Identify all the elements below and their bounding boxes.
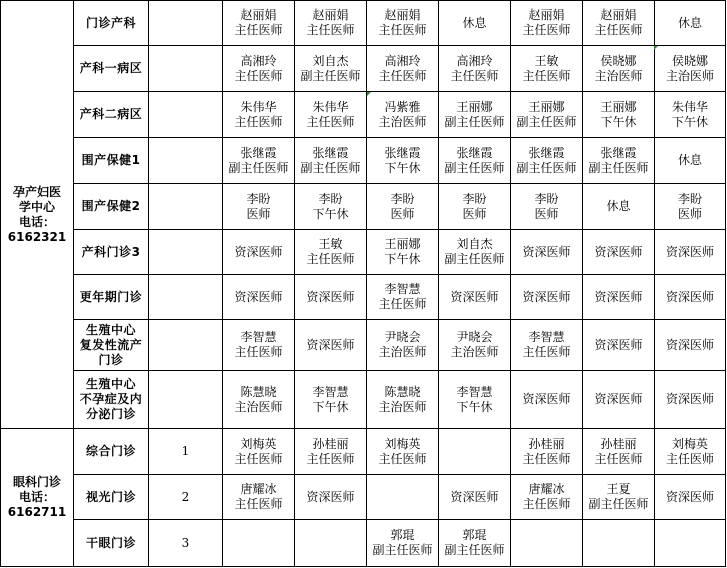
schedule-cell <box>295 46 367 92</box>
table-row <box>1 184 726 230</box>
clinic-name-line: 门诊 <box>98 352 124 367</box>
doctor-title: 副主任医师 <box>444 160 505 175</box>
clinic-name-line: 干眼门诊 <box>85 535 136 550</box>
clinic-name-line: 产科二病区 <box>79 107 143 121</box>
schedule-cell <box>511 320 583 371</box>
doctor-name: 资深医师 <box>522 244 571 259</box>
clinic-name-line: 综合门诊 <box>85 444 136 458</box>
doctor-name: 张继霞 <box>240 145 277 160</box>
doctor-title: 主任医师 <box>594 451 643 466</box>
doctor-name: 资深医师 <box>306 337 355 352</box>
schedule-cell <box>367 371 439 429</box>
doctor-title: 下午休 <box>384 160 421 175</box>
doctor-name: 李智慧 <box>240 330 277 344</box>
department-name-line: 电话： <box>18 214 55 229</box>
department-name <box>1 1 74 429</box>
schedule-cell <box>367 1 439 46</box>
room-number <box>149 184 223 230</box>
schedule-cell <box>439 138 511 184</box>
schedule-cell <box>367 429 439 475</box>
clinic-name <box>74 520 149 567</box>
schedule-cell <box>223 520 295 567</box>
doctor-title: 副主任医师 <box>444 543 505 557</box>
schedule-cell <box>439 429 511 475</box>
doctor-name: 王丽娜 <box>456 99 493 114</box>
doctor-name: 高湘玲 <box>384 53 421 68</box>
doctor-name: 资深医师 <box>665 289 714 304</box>
clinic-name <box>74 320 149 371</box>
doctor-name: 朱伟华 <box>240 99 277 114</box>
doctor-title: 医师 <box>390 206 415 221</box>
doctor-name: 资深医师 <box>306 289 355 304</box>
doctor-name: 资深医师 <box>665 392 714 406</box>
schedule-cell <box>295 429 367 475</box>
doctor-name: 赵丽娟 <box>312 8 349 22</box>
clinic-name <box>74 429 149 475</box>
doctor-title: 主任医师 <box>306 23 355 37</box>
doctor-title: 下午休 <box>312 206 349 221</box>
schedule-cell <box>583 1 655 46</box>
doctor-name: 王敏 <box>318 237 343 251</box>
schedule-cell <box>583 230 655 275</box>
doctor-name: 资深医师 <box>306 489 355 504</box>
schedule-cell <box>439 230 511 275</box>
clinic-name-line: 视光门诊 <box>85 489 136 504</box>
schedule-cell <box>367 475 439 520</box>
schedule-cell <box>223 138 295 184</box>
doctor-title: 主任医师 <box>378 451 427 466</box>
schedule-cell <box>223 46 295 92</box>
clinic-name-line: 围产保健2 <box>81 199 141 213</box>
schedule-cell <box>367 184 439 230</box>
doctor-title: 副主任医师 <box>516 160 577 175</box>
doctor-name: 资深医师 <box>450 289 499 304</box>
schedule-cell <box>583 92 655 138</box>
doctor-title: 主任医师 <box>306 114 355 129</box>
doctor-name: 资深医师 <box>522 289 571 304</box>
table-row <box>1 1 726 46</box>
schedule-cell <box>439 46 511 92</box>
schedule-cell <box>295 275 367 320</box>
comment-marker-icon <box>367 92 371 96</box>
doctor-title: 主任医师 <box>378 68 427 83</box>
schedule-cell <box>655 320 726 371</box>
doctor-title: 副主任医师 <box>444 114 505 129</box>
clinic-name-line: 生殖中心 <box>85 377 136 391</box>
schedule-cell <box>655 371 726 429</box>
clinic-name <box>74 46 149 92</box>
doctor-name: 刘梅英 <box>671 436 708 451</box>
doctor-name: 张继霞 <box>456 145 493 160</box>
doctor-title: 主任医师 <box>594 23 643 37</box>
doctor-name: 李智慧 <box>384 282 421 296</box>
schedule-cell <box>583 46 655 92</box>
doctor-name: 李盼 <box>534 191 559 206</box>
doctor-title: 主治医师 <box>594 68 643 83</box>
doctor-name: 侯晓娜 <box>600 53 637 68</box>
department-name-line: 6162711 <box>7 505 67 519</box>
schedule-cell <box>223 184 295 230</box>
schedule-cell <box>583 475 655 520</box>
department-name-line: 电话： <box>18 490 55 504</box>
schedule-cell <box>223 275 295 320</box>
doctor-name: 李智慧 <box>456 384 493 399</box>
schedule-cell <box>367 230 439 275</box>
clinic-name-line: 更年期门诊 <box>79 289 143 304</box>
schedule-cell <box>295 92 367 138</box>
room-number <box>149 275 223 320</box>
schedule-cell <box>511 520 583 567</box>
doctor-title: 主任医师 <box>306 252 355 266</box>
doctor-title: 主治医师 <box>234 399 283 414</box>
schedule-cell <box>655 1 726 46</box>
doctor-name: 赵丽娟 <box>384 8 421 22</box>
doctor-name: 尹晓会 <box>384 330 421 344</box>
room-number <box>149 371 223 429</box>
schedule-cell <box>367 46 439 92</box>
doctor-title: 主任医师 <box>234 451 283 466</box>
doctor-name: 休息 <box>677 153 702 167</box>
schedule-cell <box>655 184 726 230</box>
doctor-name: 资深医师 <box>450 489 499 504</box>
schedule-cell <box>295 230 367 275</box>
schedule-cell <box>511 184 583 230</box>
table-row <box>1 475 726 520</box>
doctor-name: 资深医师 <box>594 244 643 259</box>
doctor-name: 李盼 <box>677 191 702 206</box>
room-number: 1 <box>149 429 223 475</box>
doctor-name: 朱伟华 <box>671 99 708 114</box>
schedule-cell <box>583 429 655 475</box>
schedule-cell <box>295 138 367 184</box>
schedule-cell <box>295 1 367 46</box>
doctor-name: 李盼 <box>246 191 271 206</box>
doctor-title: 主任医师 <box>522 451 571 466</box>
room-number <box>149 320 223 371</box>
clinic-name-line: 门诊产科 <box>85 15 136 30</box>
clinic-name-line: 产科门诊3 <box>81 244 141 259</box>
schedule-cell <box>583 320 655 371</box>
clinic-name <box>74 475 149 520</box>
schedule-cell <box>439 184 511 230</box>
schedule-cell <box>655 429 726 475</box>
schedule-cell <box>295 320 367 371</box>
doctor-title: 主任医师 <box>234 345 283 359</box>
doctor-title: 主治医师 <box>378 345 427 359</box>
table-row <box>1 46 726 92</box>
doctor-name: 刘梅英 <box>384 436 421 451</box>
doctor-name: 郭琨 <box>390 528 415 542</box>
clinic-name <box>74 138 149 184</box>
doctor-title: 主治医师 <box>378 114 427 129</box>
clinic-name <box>74 1 149 46</box>
doctor-title: 副主任医师 <box>300 160 361 175</box>
doctor-title: 副主任医师 <box>372 543 433 557</box>
doctor-name: 尹晓会 <box>456 330 493 344</box>
doctor-name: 郭琨 <box>462 528 487 542</box>
doctor-name: 资深医师 <box>234 244 283 259</box>
doctor-title: 下午休 <box>456 399 493 414</box>
doctor-name: 孙桂丽 <box>528 436 565 451</box>
schedule-cell <box>511 138 583 184</box>
doctor-name: 陈慧晓 <box>384 384 421 399</box>
doctor-name: 王丽娜 <box>528 99 565 114</box>
doctor-name: 张继霞 <box>600 145 637 160</box>
doctor-name: 赵丽娟 <box>600 8 637 22</box>
doctor-title: 医师 <box>677 206 702 221</box>
schedule-cell <box>583 371 655 429</box>
schedule-cell <box>367 520 439 567</box>
doctor-name: 资深医师 <box>665 489 714 504</box>
schedule-cell <box>223 429 295 475</box>
doctor-title: 下午休 <box>600 114 637 129</box>
table-row <box>1 320 726 371</box>
doctor-name: 陈慧晓 <box>240 384 277 399</box>
table-row <box>1 275 726 320</box>
schedule-cell <box>223 92 295 138</box>
clinic-name-line: 产科一病区 <box>79 61 143 75</box>
doctor-name: 张继霞 <box>312 145 349 160</box>
schedule-cell <box>367 92 439 138</box>
schedule-cell <box>223 1 295 46</box>
doctor-name: 王敏 <box>534 53 559 68</box>
schedule-cell <box>655 46 726 92</box>
schedule-cell <box>511 371 583 429</box>
doctor-name: 休息 <box>606 199 631 213</box>
schedule-cell <box>655 520 726 567</box>
schedule-cell <box>439 92 511 138</box>
doctor-name: 高湘玲 <box>240 53 277 68</box>
schedule-cell <box>583 138 655 184</box>
doctor-title: 下午休 <box>384 252 421 266</box>
schedule-cell <box>439 1 511 46</box>
department-name-line: 眼科门诊 <box>12 475 61 489</box>
doctor-title: 副主任医师 <box>444 252 505 266</box>
doctor-name: 刘梅英 <box>240 436 277 451</box>
doctor-name: 李智慧 <box>528 330 565 344</box>
doctor-title: 主治医师 <box>378 399 427 414</box>
doctor-name: 张继霞 <box>384 145 421 160</box>
doctor-title: 医师 <box>246 206 271 221</box>
doctor-title: 主治医师 <box>450 345 499 359</box>
doctor-name: 唐耀冰 <box>528 482 565 496</box>
room-number: 3 <box>149 520 223 567</box>
doctor-title: 主任医师 <box>378 23 427 37</box>
doctor-title: 主任医师 <box>234 23 283 37</box>
clinic-name-line: 不孕症及内 <box>79 392 143 406</box>
doctor-name: 王夏 <box>606 482 631 496</box>
doctor-name: 王丽娜 <box>600 99 637 114</box>
department-name-line: 学中心 <box>18 199 55 214</box>
doctor-title: 主任医师 <box>522 68 571 83</box>
schedule-cell <box>367 320 439 371</box>
table-row <box>1 92 726 138</box>
schedule-cell <box>511 1 583 46</box>
clinic-name <box>74 184 149 230</box>
doctor-name: 高湘玲 <box>456 53 493 68</box>
table-row <box>1 371 726 429</box>
schedule-cell <box>223 475 295 520</box>
doctor-name: 朱伟华 <box>312 99 349 114</box>
schedule-cell <box>655 275 726 320</box>
doctor-name: 资深医师 <box>594 289 643 304</box>
doctor-title: 副主任医师 <box>516 114 577 129</box>
doctor-title: 主任医师 <box>522 497 571 511</box>
schedule-cell <box>511 275 583 320</box>
schedule-cell <box>295 371 367 429</box>
doctor-title: 主任医师 <box>665 451 714 466</box>
doctor-title: 主任医师 <box>450 68 499 83</box>
table-row <box>1 429 726 475</box>
doctor-name: 李盼 <box>462 191 487 206</box>
doctor-title: 主任医师 <box>234 114 283 129</box>
doctor-name: 资深医师 <box>594 392 643 406</box>
room-number <box>149 1 223 46</box>
schedule-cell <box>295 184 367 230</box>
schedule-cell <box>655 138 726 184</box>
doctor-name: 侯晓娜 <box>671 53 708 68</box>
schedule-cell <box>367 138 439 184</box>
room-number: 2 <box>149 475 223 520</box>
schedule-cell <box>439 520 511 567</box>
department-name <box>1 429 74 567</box>
clinic-name <box>74 92 149 138</box>
doctor-title: 主任医师 <box>306 451 355 466</box>
doctor-name: 资深医师 <box>665 337 714 352</box>
doctor-name: 冯紫雅 <box>384 99 421 114</box>
schedule-cell <box>655 230 726 275</box>
comment-marker-icon <box>654 46 658 50</box>
clinic-name-line: 围产保健1 <box>81 153 141 167</box>
schedule-cell <box>583 275 655 320</box>
doctor-title: 副主任医师 <box>588 497 649 511</box>
doctor-name: 资深医师 <box>665 244 714 259</box>
schedule-cell <box>511 46 583 92</box>
schedule-cell <box>223 320 295 371</box>
schedule-cell <box>511 230 583 275</box>
schedule-cell <box>439 320 511 371</box>
department-name-line: 6162321 <box>7 229 67 244</box>
table-row <box>1 138 726 184</box>
doctor-title: 医师 <box>534 206 559 221</box>
doctor-title: 副主任医师 <box>300 68 361 83</box>
table-row <box>1 230 726 275</box>
schedule-cell <box>511 429 583 475</box>
doctor-title: 副主任医师 <box>588 160 649 175</box>
doctor-name: 资深医师 <box>594 337 643 352</box>
schedule-cell <box>511 475 583 520</box>
table-row <box>1 520 726 567</box>
clinic-name-line: 复发性流产 <box>79 337 143 352</box>
doctor-name: 资深医师 <box>522 392 571 406</box>
doctor-name: 孙桂丽 <box>600 436 637 451</box>
doctor-name: 赵丽娟 <box>528 8 565 22</box>
doctor-name: 休息 <box>462 15 487 30</box>
doctor-name: 李盼 <box>318 191 343 206</box>
schedule-cell <box>223 371 295 429</box>
schedule-cell <box>583 184 655 230</box>
schedule-cell <box>439 275 511 320</box>
doctor-name: 资深医师 <box>234 289 283 304</box>
doctor-name: 刘自杰 <box>312 53 349 68</box>
doctor-name: 李智慧 <box>312 384 349 399</box>
clinic-name <box>74 371 149 429</box>
doctor-name: 王丽娜 <box>384 237 421 251</box>
doctor-title: 主任医师 <box>378 297 427 311</box>
doctor-title: 主任医师 <box>522 23 571 37</box>
schedule-cell <box>439 371 511 429</box>
clinic-name <box>74 275 149 320</box>
schedule-body <box>1 1 726 567</box>
schedule-cell <box>223 230 295 275</box>
schedule-cell <box>655 475 726 520</box>
doctor-name: 李盼 <box>390 191 415 206</box>
doctor-title: 下午休 <box>312 399 349 414</box>
doctor-name: 休息 <box>677 15 702 30</box>
doctor-title: 副主任医师 <box>228 160 289 175</box>
room-number <box>149 138 223 184</box>
doctor-title: 医师 <box>462 206 487 221</box>
doctor-name: 孙桂丽 <box>312 436 349 451</box>
doctor-title: 主任医师 <box>234 68 283 83</box>
room-number <box>149 46 223 92</box>
schedule-cell <box>511 92 583 138</box>
doctor-title: 下午休 <box>671 114 708 129</box>
clinic-name <box>74 230 149 275</box>
doctor-name: 刘自杰 <box>456 237 493 251</box>
doctor-title: 主任医师 <box>522 345 571 359</box>
department-name-line: 孕产妇医 <box>12 184 61 199</box>
clinic-name-line: 生殖中心 <box>85 322 136 337</box>
schedule-cell <box>295 520 367 567</box>
room-number <box>149 230 223 275</box>
doctor-name: 赵丽娟 <box>240 8 277 22</box>
schedule-cell <box>439 475 511 520</box>
doctor-title: 主任医师 <box>234 497 283 511</box>
doctor-name: 张继霞 <box>528 145 565 160</box>
schedule-cell <box>367 275 439 320</box>
schedule-cell <box>655 92 726 138</box>
room-number <box>149 92 223 138</box>
doctor-title: 主治医师 <box>665 68 714 83</box>
doctor-name: 唐耀冰 <box>240 482 277 496</box>
schedule-cell <box>583 520 655 567</box>
clinic-name-line: 分泌门诊 <box>85 407 136 421</box>
schedule-cell <box>295 475 367 520</box>
